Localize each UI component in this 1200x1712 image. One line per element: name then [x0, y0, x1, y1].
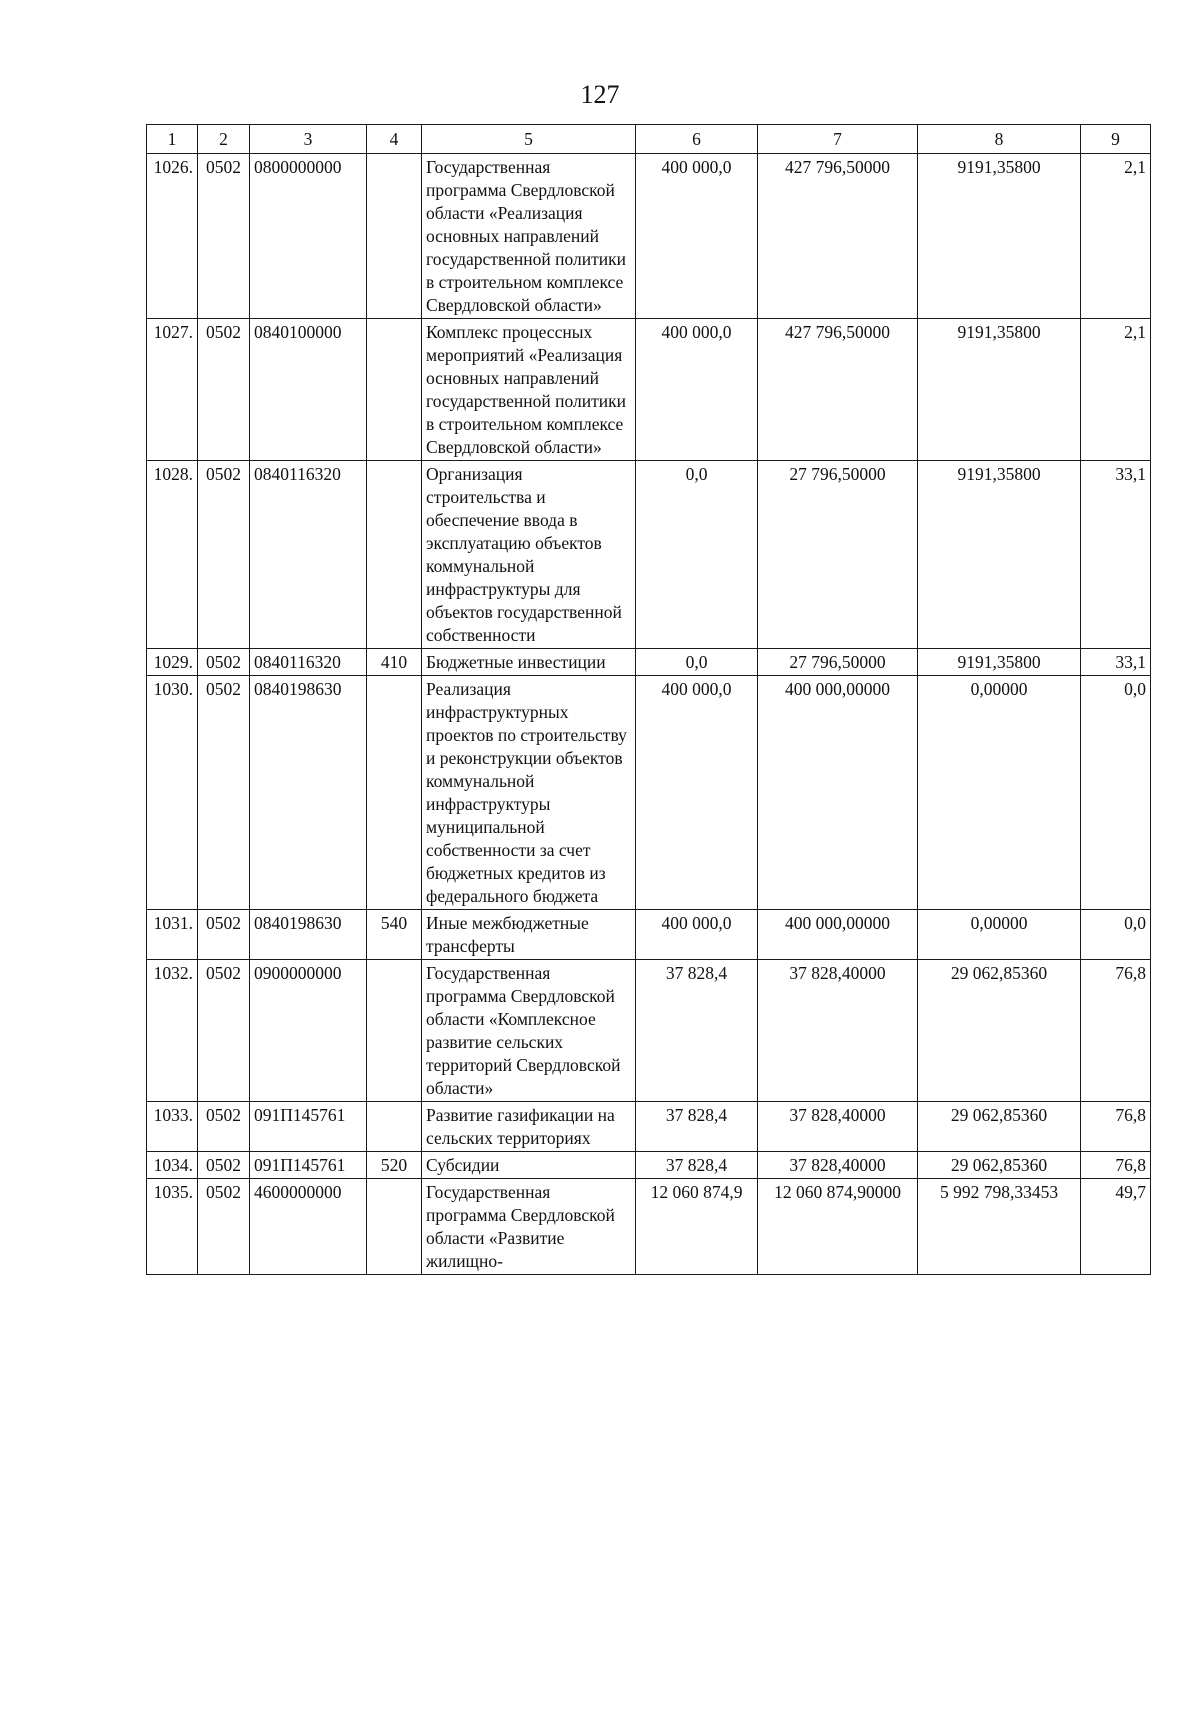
column-9-cell: 2,1 — [1081, 319, 1151, 461]
row-number-cell: 1029. — [147, 649, 198, 676]
expense-type-cell — [367, 461, 422, 649]
row-number-cell: 1027. — [147, 319, 198, 461]
column-header: 5 — [422, 125, 636, 154]
column-7-cell: 400 000,00000 — [758, 676, 918, 910]
table-row — [147, 649, 1151, 676]
item-name-cell: Реализация инфраструктурных проектов по строительству и реконструкции объектов коммунальной инфраструктуры муниципальной собственности за счет бюджетных кредитов из федерального бюджета — [422, 676, 636, 910]
column-9-cell: 76,8 — [1081, 1152, 1151, 1179]
column-8-cell: 29 062,85360 — [918, 1102, 1081, 1152]
column-7-cell: 400 000,00000 — [758, 910, 918, 960]
target-code-cell: 0800000000 — [250, 154, 367, 319]
target-code-cell: 091П145761 — [250, 1102, 367, 1152]
column-9-cell: 2,1 — [1081, 154, 1151, 319]
table-row — [147, 960, 1151, 1102]
column-9-cell: 33,1 — [1081, 649, 1151, 676]
item-name-cell: Организация строительства и обеспечение ввода в эксплуатацию объектов коммунальной инфраструктуры для объектов государственной собственности — [422, 461, 636, 649]
column-7-cell: 27 796,50000 — [758, 461, 918, 649]
column-7-cell: 37 828,40000 — [758, 960, 918, 1102]
column-header: 1 — [147, 125, 198, 154]
column-header: 4 — [367, 125, 422, 154]
section-code-cell: 0502 — [198, 1179, 250, 1275]
column-6-cell: 37 828,4 — [636, 1102, 758, 1152]
target-code-cell: 0840116320 — [250, 461, 367, 649]
header-row — [147, 125, 1151, 154]
column-6-cell: 400 000,0 — [636, 319, 758, 461]
row-number-cell: 1032. — [147, 960, 198, 1102]
column-8-cell: 9191,35800 — [918, 319, 1081, 461]
table-row — [147, 1179, 1151, 1275]
section-code-cell: 0502 — [198, 461, 250, 649]
column-6-cell: 0,0 — [636, 461, 758, 649]
item-name-cell: Государственная программа Свердловской области «Комплексное развитие сельских территорий Свердловской области» — [422, 960, 636, 1102]
expense-type-cell — [367, 960, 422, 1102]
expense-type-cell — [367, 154, 422, 319]
table-row — [147, 1152, 1151, 1179]
column-header: 2 — [198, 125, 250, 154]
expense-type-cell: 520 — [367, 1152, 422, 1179]
row-number-cell: 1028. — [147, 461, 198, 649]
row-number-cell: 1030. — [147, 676, 198, 910]
expense-type-cell: 410 — [367, 649, 422, 676]
column-9-cell: 0,0 — [1081, 910, 1151, 960]
table-row — [147, 1102, 1151, 1152]
target-code-cell: 4600000000 — [250, 1179, 367, 1275]
column-8-cell: 0,00000 — [918, 676, 1081, 910]
expense-type-cell — [367, 1102, 422, 1152]
column-header: 7 — [758, 125, 918, 154]
column-6-cell: 37 828,4 — [636, 1152, 758, 1179]
column-7-cell: 27 796,50000 — [758, 649, 918, 676]
column-header: 8 — [918, 125, 1081, 154]
column-8-cell: 0,00000 — [918, 910, 1081, 960]
table-row — [147, 319, 1151, 461]
column-header: 9 — [1081, 125, 1151, 154]
target-code-cell: 091П145761 — [250, 1152, 367, 1179]
section-code-cell: 0502 — [198, 154, 250, 319]
table-row — [147, 910, 1151, 960]
section-code-cell: 0502 — [198, 1102, 250, 1152]
column-6-cell: 400 000,0 — [636, 154, 758, 319]
table-row — [147, 461, 1151, 649]
item-name-cell: Государственная программа Свердловской области «Развитие жилищно- — [422, 1179, 636, 1275]
section-code-cell: 0502 — [198, 676, 250, 910]
column-9-cell: 49,7 — [1081, 1179, 1151, 1275]
table-row — [147, 676, 1151, 910]
item-name-cell: Иные межбюджетные трансферты — [422, 910, 636, 960]
column-6-cell: 400 000,0 — [636, 676, 758, 910]
expense-type-cell — [367, 676, 422, 910]
column-7-cell: 37 828,40000 — [758, 1152, 918, 1179]
column-9-cell: 0,0 — [1081, 676, 1151, 910]
column-8-cell: 29 062,85360 — [918, 1152, 1081, 1179]
column-8-cell: 9191,35800 — [918, 649, 1081, 676]
column-6-cell: 37 828,4 — [636, 960, 758, 1102]
section-code-cell: 0502 — [198, 1152, 250, 1179]
budget-table — [146, 124, 1151, 1275]
column-6-cell: 12 060 874,9 — [636, 1179, 758, 1275]
target-code-cell: 0840100000 — [250, 319, 367, 461]
section-code-cell: 0502 — [198, 319, 250, 461]
column-9-cell: 76,8 — [1081, 1102, 1151, 1152]
item-name-cell: Развитие газификации на сельских территориях — [422, 1102, 636, 1152]
expense-type-cell — [367, 319, 422, 461]
column-header: 3 — [250, 125, 367, 154]
column-header: 6 — [636, 125, 758, 154]
column-8-cell: 29 062,85360 — [918, 960, 1081, 1102]
column-9-cell: 76,8 — [1081, 960, 1151, 1102]
item-name-cell: Субсидии — [422, 1152, 636, 1179]
table-row — [147, 154, 1151, 319]
target-code-cell: 0900000000 — [250, 960, 367, 1102]
row-number-cell: 1034. — [147, 1152, 198, 1179]
target-code-cell: 0840198630 — [250, 910, 367, 960]
item-name-cell: Бюджетные инвестиции — [422, 649, 636, 676]
item-name-cell: Государственная программа Свердловской области «Реализация основных направлений государственной политики в строительном комплексе Свердловской области» — [422, 154, 636, 319]
row-number-cell: 1033. — [147, 1102, 198, 1152]
column-6-cell: 0,0 — [636, 649, 758, 676]
row-number-cell: 1031. — [147, 910, 198, 960]
column-7-cell: 37 828,40000 — [758, 1102, 918, 1152]
section-code-cell: 0502 — [198, 960, 250, 1102]
section-code-cell: 0502 — [198, 649, 250, 676]
row-number-cell: 1026. — [147, 154, 198, 319]
column-8-cell: 5 992 798,33453 — [918, 1179, 1081, 1275]
expense-type-cell: 540 — [367, 910, 422, 960]
column-7-cell: 427 796,50000 — [758, 319, 918, 461]
column-9-cell: 33,1 — [1081, 461, 1151, 649]
item-name-cell: Комплекс процессных мероприятий «Реализация основных направлений государственной политики в строительном комплексе Свердловской области» — [422, 319, 636, 461]
column-7-cell: 12 060 874,90000 — [758, 1179, 918, 1275]
expense-type-cell — [367, 1179, 422, 1275]
column-8-cell: 9191,35800 — [918, 154, 1081, 319]
target-code-cell: 0840116320 — [250, 649, 367, 676]
row-number-cell: 1035. — [147, 1179, 198, 1275]
column-6-cell: 400 000,0 — [636, 910, 758, 960]
column-7-cell: 427 796,50000 — [758, 154, 918, 319]
section-code-cell: 0502 — [198, 910, 250, 960]
page-number: 127 — [580, 80, 620, 109]
column-8-cell: 9191,35800 — [918, 461, 1081, 649]
target-code-cell: 0840198630 — [250, 676, 367, 910]
